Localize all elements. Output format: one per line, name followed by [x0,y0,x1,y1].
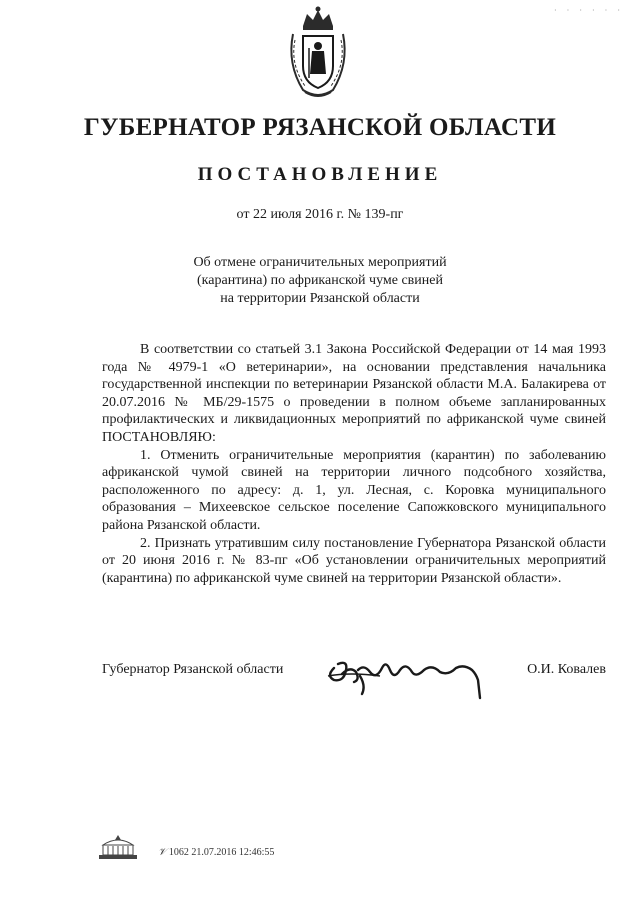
registration-glyph-icon: 𝒱 [158,847,167,858]
document-type: ПОСТАНОВЛЕНИЕ [197,164,443,185]
signatory-position: Губернатор Рязанской области [102,662,284,677]
issuer-title: ГУБЕРНАТОР РЯЗАНСКОЙ ОБЛАСТИ [83,114,557,141]
signatory-name: О.И. Ковалев [527,662,606,677]
registration-number-timestamp: 1062 21.07.2016 12:46:55 [168,847,275,858]
handwritten-signature [320,646,500,701]
document-date-number: от 22 июля 2016 г. № 139-пг [236,207,404,222]
decree-item-2: 2. Признать утратившим силу постановление Губернатора Рязанской области от 20 июня 2016 г. № 83-пг «Об установлении ограничительных мероприятий (карантина) по африканской чуме свиней на территории Рязанской области». [102,535,606,586]
coat-of-arms-icon [283,4,353,104]
preamble-paragraph: В соответствии со статьей 3.1 Закона Российской Федерации от 14 мая 1993 года № 4979-1 «О ветеринарии», на основании представления начальника государственной инспекции по ветеринарии Рязанской области М.А. Балакирева от 20.07.2016 № МБ/29-1575 о проведении в полном объеме запланированных профилактических и ликвидационных мероприятий по африканской чуме свиней ПОСТАНОВЛЯЮ: [102,342,606,445]
document-subject [0,254,640,308]
decree-item-1: 1. Отменить ограничительные мероприятия (карантин) по заболеванию африканской чумой свиней на территории личного подсобного хозяйства, расположенного по адресу: д. 1, ул. Лесная, с. Коровка муниципального образования – Михеевское сельское поселение Сапожковского муниципального района Рязанской области. [102,447,606,533]
registration-mark [158,847,274,858]
document-body [102,341,606,587]
subject-line-1: Об отмене ограничительных мероприятий [193,255,447,270]
subject-line-2: (карантина) по африканской чуме свиней [197,273,443,288]
scan-artifact: · · · · · · [554,6,624,15]
subject-line-3: на территории Рязанской области [220,291,420,306]
building-stamp-icon [97,833,139,861]
